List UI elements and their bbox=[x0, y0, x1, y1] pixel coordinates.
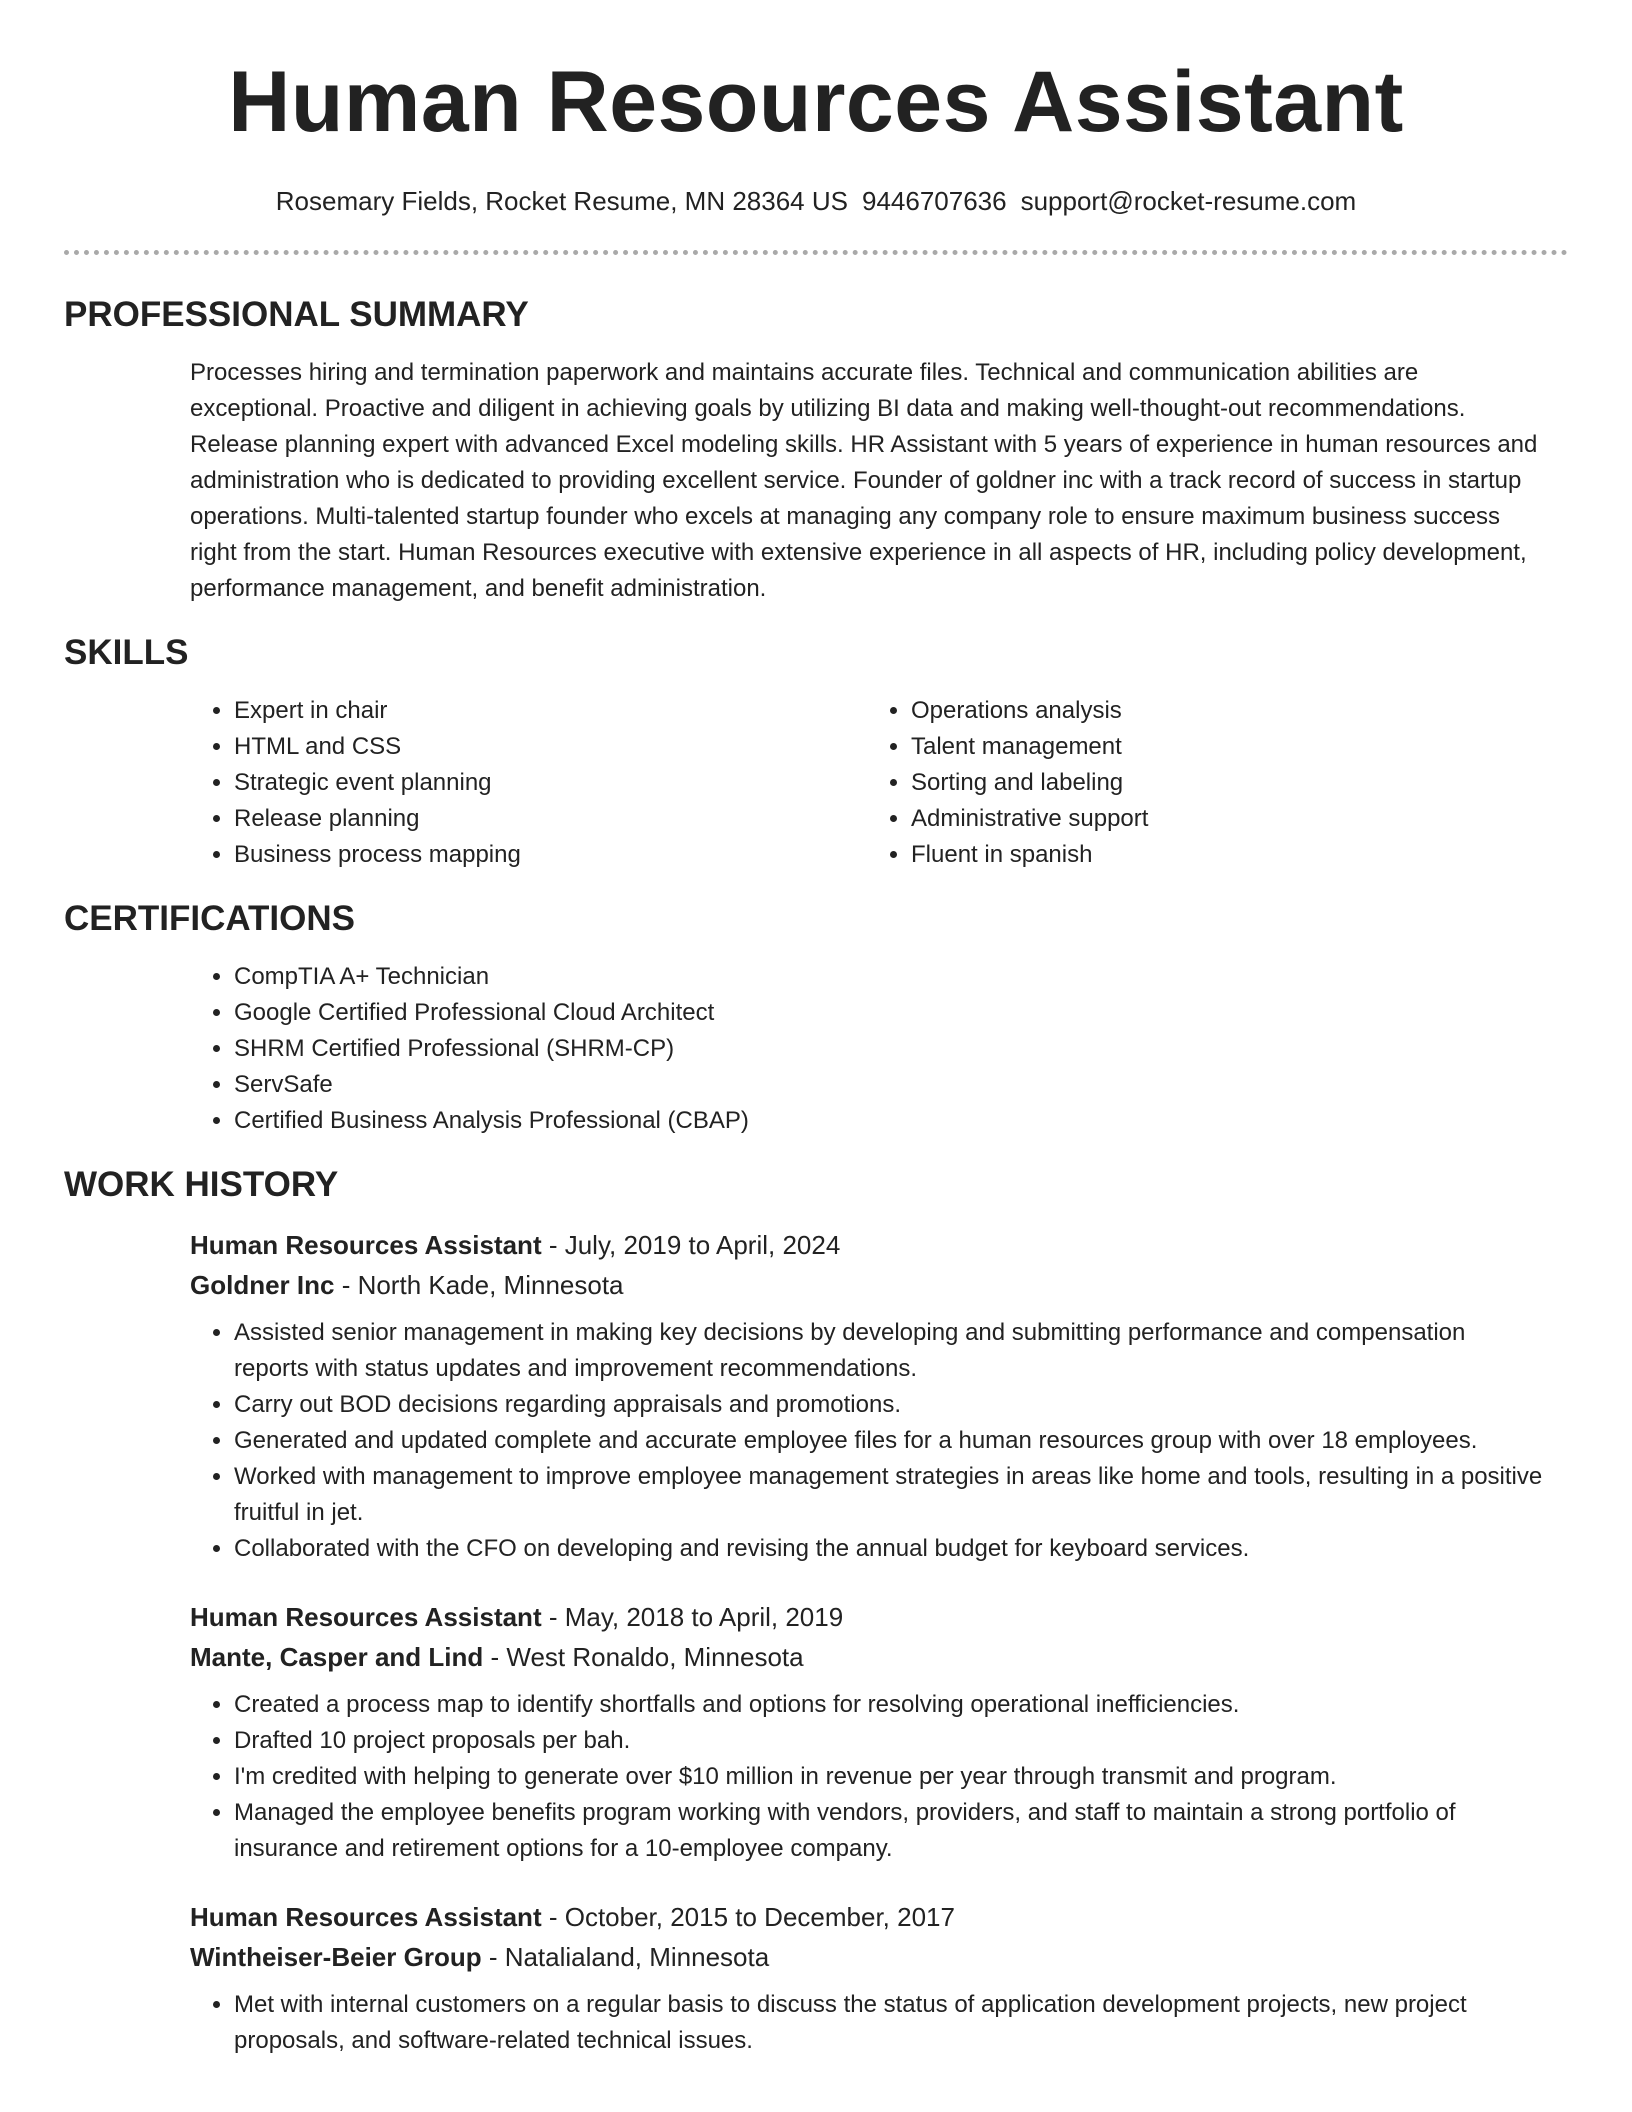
skill-item: • Operations analysis bbox=[911, 693, 1544, 729]
job-company: Mante, Casper and Lind bbox=[190, 1642, 484, 1672]
job-company: Goldner Inc bbox=[190, 1270, 335, 1300]
skill-item: • Sorting and labeling bbox=[911, 765, 1544, 801]
certification-item: • ServSafe bbox=[234, 1067, 1544, 1103]
header-divider bbox=[64, 250, 1568, 255]
skill-item: • Talent management bbox=[911, 729, 1544, 765]
skills-list-right bbox=[867, 693, 1544, 873]
resume-title: Human Resources Assistant bbox=[228, 54, 1404, 150]
job-bullet: • I'm credited with helping to generate over $10 million in revenue per year through transmit and program. bbox=[234, 1759, 1544, 1795]
job-bullet: • Worked with management to improve employee management strategies in areas like home and tools, resulting in a positive fruitful in jet. bbox=[234, 1459, 1544, 1531]
job-company: Wintheiser-Beier Group bbox=[190, 1942, 482, 1972]
job-bullet: • Collaborated with the CFO on developing and revising the annual budget for keyboard services. bbox=[234, 1531, 1544, 1567]
skill-item: • Expert in chair bbox=[234, 693, 867, 729]
job-title-line bbox=[190, 1897, 1544, 1937]
job-location: - North Kade, Minnesota bbox=[334, 1270, 624, 1300]
job-bullet: • Met with internal customers on a regular basis to discuss the status of application development projects, new project proposals, and software-related technical issues. bbox=[234, 1987, 1544, 2059]
skill-item: • Fluent in spanish bbox=[911, 837, 1544, 873]
skill-item: • Business process mapping bbox=[234, 837, 867, 873]
job-bullets bbox=[190, 1687, 1544, 1867]
job-entry bbox=[190, 1225, 1544, 1567]
skill-item: • Release planning bbox=[234, 801, 867, 837]
certification-item: • Certified Business Analysis Professional (CBAP) bbox=[234, 1103, 1544, 1139]
summary-text: Processes hiring and termination paperwork and maintains accurate files. Technical and communication abilities are exceptional. Proactive and diligent in achieving goals by utilizing BI data and making well-thought-out recommendations. Release planning expert with advanced Excel modeling skills. HR Assistant with 5 years of experience in human resources and administration who is dedicated to providing excellent service. Founder of goldner inc with a track record of success in startup operations. Multi-talented startup founder who excels at managing any company role to ensure maximum business success right from the start. Human Resources executive with extensive experience in all aspects of HR, including policy development, performance management, and benefit administration. bbox=[190, 359, 1538, 602]
job-bullet: • Created a process map to identify shortfalls and options for resolving operational inefficiencies. bbox=[234, 1687, 1544, 1723]
job-bullets bbox=[190, 1315, 1544, 1567]
contact-line bbox=[0, 184, 1632, 218]
certification-item: • Google Certified Professional Cloud Architect bbox=[234, 995, 1544, 1031]
job-bullet: • Drafted 10 project proposals per bah. bbox=[234, 1723, 1544, 1759]
job-location: - Natalialand, Minnesota bbox=[481, 1942, 770, 1972]
job-role: Human Resources Assistant bbox=[190, 1902, 542, 1932]
job-bullet: • Generated and updated complete and accurate employee files for a human resources group with over 18 employees. bbox=[234, 1423, 1544, 1459]
contact-address: Rosemary Fields, Rocket Resume, MN 28364 US bbox=[275, 186, 848, 216]
job-title-line bbox=[190, 1225, 1544, 1265]
job-bullets bbox=[190, 1987, 1544, 2059]
job-bullet: • Managed the employee benefits program working with vendors, providers, and staff to maintain a strong portfolio of insurance and retirement options for a 10-employee company. bbox=[234, 1795, 1544, 1867]
job-role: Human Resources Assistant bbox=[190, 1230, 542, 1260]
job-entry bbox=[190, 1897, 1544, 2059]
skills-list-left bbox=[190, 693, 867, 873]
job-dates: - July, 2019 to April, 2024 bbox=[541, 1230, 841, 1260]
certifications-section bbox=[0, 897, 1632, 1139]
contact-email: support@rocket-resume.com bbox=[1020, 186, 1357, 216]
job-role: Human Resources Assistant bbox=[190, 1602, 542, 1632]
work-history-heading: WORK HISTORY bbox=[64, 1165, 339, 1204]
job-location: - West Ronaldo, Minnesota bbox=[483, 1642, 804, 1672]
job-company-line bbox=[190, 1265, 1544, 1305]
summary-section bbox=[0, 293, 1632, 607]
contact-phone: 9446707636 bbox=[861, 186, 1007, 216]
job-dates: - May, 2018 to April, 2019 bbox=[541, 1602, 844, 1632]
skills-section bbox=[0, 631, 1632, 873]
skill-item: • HTML and CSS bbox=[234, 729, 867, 765]
skill-item: • Administrative support bbox=[911, 801, 1544, 837]
job-entry bbox=[190, 1597, 1544, 1867]
job-company-line bbox=[190, 1637, 1544, 1677]
job-title-line bbox=[190, 1597, 1544, 1637]
summary-heading: PROFESSIONAL SUMMARY bbox=[64, 295, 529, 334]
job-bullet: • Assisted senior management in making key decisions by developing and submitting performance and compensation reports with status updates and improvement recommendations. bbox=[234, 1315, 1544, 1387]
skills-heading: SKILLS bbox=[64, 633, 189, 672]
certifications-heading: CERTIFICATIONS bbox=[64, 899, 356, 938]
work-history-section bbox=[0, 1163, 1632, 2059]
certification-item: • CompTIA A+ Technician bbox=[234, 959, 1544, 995]
skill-item: • Strategic event planning bbox=[234, 765, 867, 801]
job-bullet: • Carry out BOD decisions regarding appraisals and promotions. bbox=[234, 1387, 1544, 1423]
certification-item: • SHRM Certified Professional (SHRM-CP) bbox=[234, 1031, 1544, 1067]
job-company-line bbox=[190, 1937, 1544, 1977]
job-dates: - October, 2015 to December, 2017 bbox=[541, 1902, 955, 1932]
certifications-list bbox=[190, 959, 1544, 1139]
